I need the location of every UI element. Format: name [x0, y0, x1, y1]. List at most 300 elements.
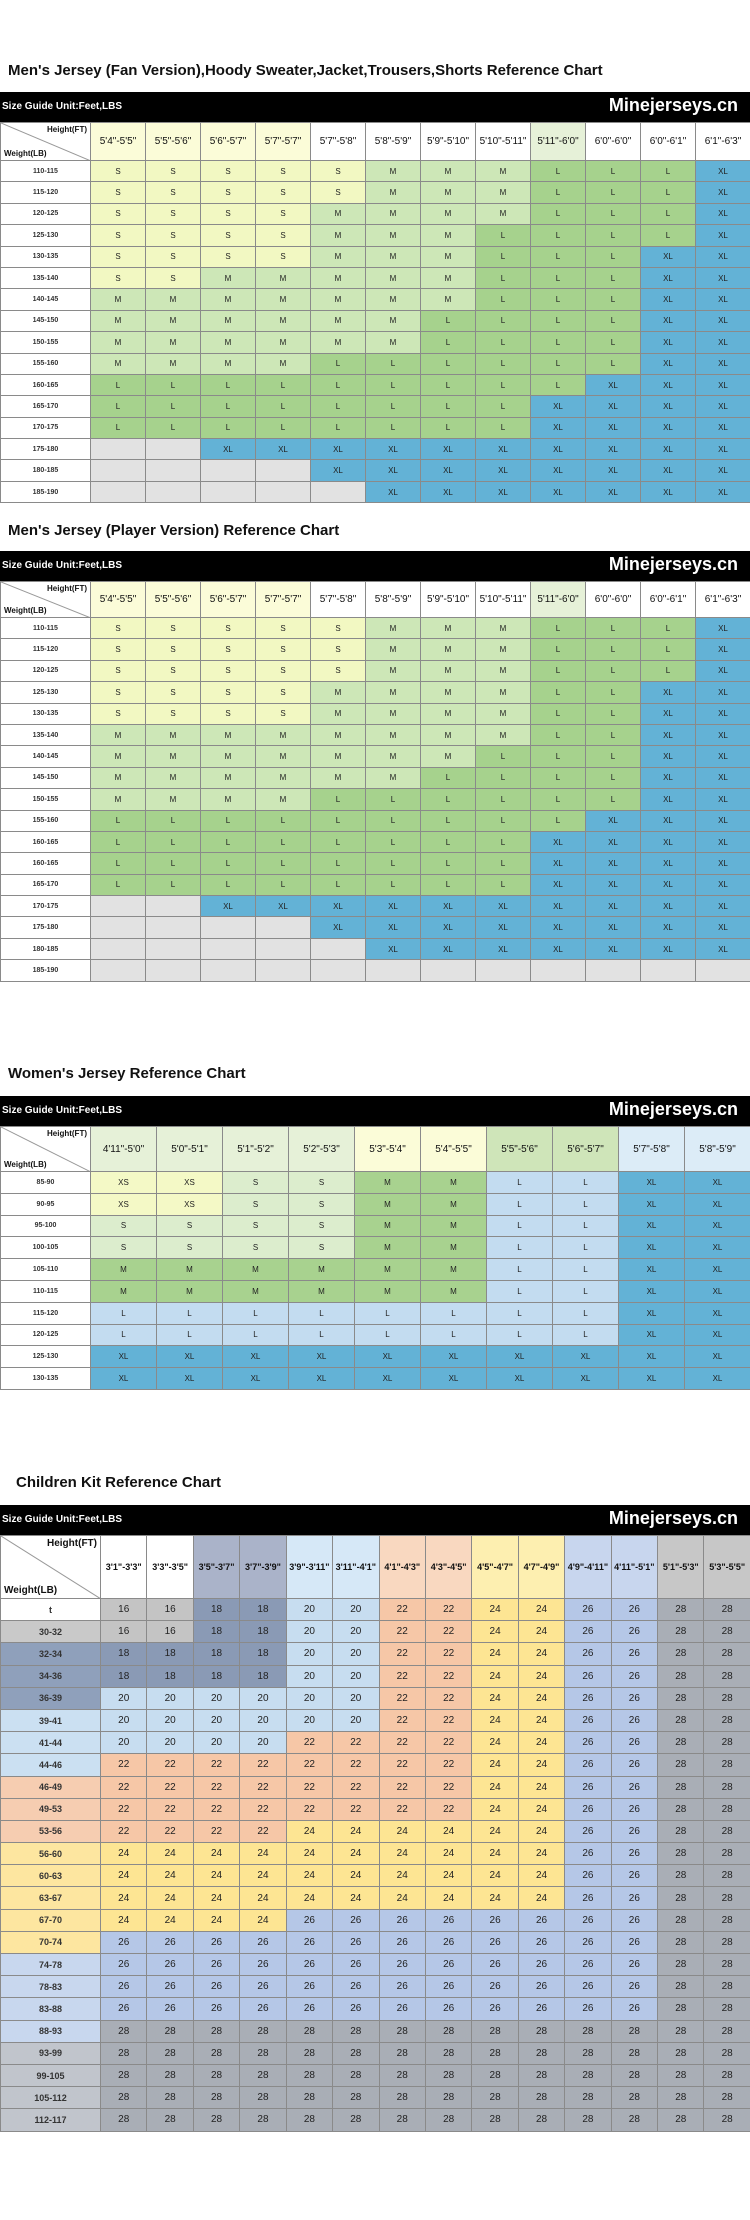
size-cell: L: [256, 810, 311, 831]
height-column-header: 5'8"-5'9": [366, 582, 421, 618]
size-cell: 24: [101, 1843, 147, 1865]
size-cell: 28: [286, 2042, 332, 2064]
size-cell: 24: [193, 1865, 239, 1887]
size-cell: 22: [425, 1687, 471, 1709]
size-cell: 28: [518, 2042, 564, 2064]
size-cell: 22: [101, 1798, 147, 1820]
size-row: [1, 417, 750, 438]
size-cell: L: [421, 810, 476, 831]
size-cell: S: [256, 182, 311, 203]
size-cell: 28: [658, 1976, 704, 1998]
size-cell: 22: [333, 1798, 379, 1820]
size-cell: L: [366, 789, 421, 810]
weight-row-label: 41-44: [1, 1732, 101, 1754]
size-row: [1, 746, 750, 767]
weight-row-label: 140-145: [1, 746, 91, 767]
size-cell: XL: [223, 1368, 289, 1390]
size-cell: L: [146, 831, 201, 852]
size-row: [1, 2020, 750, 2042]
size-cell: L: [531, 246, 586, 267]
size-cell: [311, 481, 366, 502]
size-cell: 28: [658, 1887, 704, 1909]
size-cell: L: [531, 767, 586, 788]
size-cell: [91, 439, 146, 460]
size-cell: 28: [704, 2064, 750, 2086]
size-guide-unit-label: Size Guide Unit:Feet,LBS: [2, 1105, 123, 1116]
size-cell: 26: [565, 1754, 611, 1776]
size-cell: L: [366, 853, 421, 874]
size-cell: 18: [193, 1621, 239, 1643]
size-cell: L: [531, 639, 586, 660]
size-cell: XL: [586, 917, 641, 938]
weight-row-label: 165-170: [1, 396, 91, 417]
height-column-header: 5'7"-5'7": [256, 582, 311, 618]
size-cell: M: [366, 203, 421, 224]
size-cell: S: [201, 618, 256, 639]
height-column-header: 5'2"-5'3": [289, 1127, 355, 1172]
size-cell: 28: [379, 2020, 425, 2042]
size-cell: L: [487, 1324, 553, 1346]
size-cell: 28: [658, 1643, 704, 1665]
size-cell: 18: [147, 1665, 193, 1687]
size-cell: 28: [658, 1732, 704, 1754]
size-cell: 26: [611, 1887, 657, 1909]
size-cell: 24: [472, 1865, 518, 1887]
size-cell: 20: [193, 1709, 239, 1731]
size-cell: 28: [704, 2042, 750, 2064]
brand-watermark: Minejerseys.cn: [608, 95, 738, 115]
height-column-header: 3'1"-3'3": [101, 1536, 147, 1599]
size-cell: 22: [425, 1599, 471, 1621]
size-cell: M: [421, 1172, 487, 1194]
height-column-header: 5'5"-5'6": [487, 1127, 553, 1172]
weight-row-label: 85-90: [1, 1172, 91, 1194]
size-cell: XL: [696, 703, 750, 724]
weight-row-label: 135-140: [1, 267, 91, 288]
size-cell: [146, 896, 201, 917]
size-row: [1, 2042, 750, 2064]
weight-row-label: 145-150: [1, 310, 91, 331]
size-cell: 26: [611, 1976, 657, 1998]
size-cell: 24: [472, 1843, 518, 1865]
size-cell: 24: [472, 1732, 518, 1754]
size-cell: L: [531, 182, 586, 203]
size-cell: L: [311, 353, 366, 374]
size-cell: XL: [696, 332, 750, 353]
size-cell: XL: [619, 1280, 685, 1302]
size-cell: M: [289, 1259, 355, 1281]
size-cell: XL: [641, 789, 696, 810]
size-cell: XL: [586, 417, 641, 438]
size-cell: 24: [425, 1820, 471, 1842]
size-cell: [201, 938, 256, 959]
size-cell: 22: [379, 1665, 425, 1687]
weight-row-label: 185-190: [1, 481, 91, 502]
size-cell: XL: [531, 853, 586, 874]
size-cell: 22: [425, 1732, 471, 1754]
size-row: [1, 1643, 750, 1665]
size-cell: 26: [611, 1843, 657, 1865]
size-cell: 26: [611, 1820, 657, 1842]
size-cell: XL: [531, 938, 586, 959]
size-cell: 18: [101, 1665, 147, 1687]
size-cell: 28: [472, 2020, 518, 2042]
size-row: [1, 460, 750, 481]
size-cell: 26: [147, 1931, 193, 1953]
size-cell: S: [91, 618, 146, 639]
size-cell: 24: [379, 1887, 425, 1909]
size-cell: L: [311, 789, 366, 810]
size-cell: L: [476, 767, 531, 788]
size-cell: L: [586, 182, 641, 203]
size-cell: 26: [518, 1976, 564, 1998]
size-cell: L: [586, 289, 641, 310]
size-cell: 28: [565, 2020, 611, 2042]
size-cell: 26: [611, 1798, 657, 1820]
size-cell: L: [91, 810, 146, 831]
weight-axis-label: Weight(LB): [4, 149, 47, 158]
size-cell: 26: [611, 1687, 657, 1709]
size-row: [1, 1237, 750, 1259]
size-cell: S: [91, 660, 146, 681]
size-cell: S: [146, 660, 201, 681]
size-cell: 22: [101, 1820, 147, 1842]
size-cell: XL: [201, 439, 256, 460]
size-cell: M: [146, 746, 201, 767]
size-cell: [531, 960, 586, 981]
size-cell: 24: [518, 1621, 564, 1643]
size-cell: 26: [611, 1643, 657, 1665]
size-cell: 26: [240, 1976, 286, 1998]
size-cell: L: [311, 853, 366, 874]
size-cell: 28: [704, 1754, 750, 1776]
women-chart-title: Women's Jersey Reference Chart: [8, 1065, 246, 1082]
player-size-chart: [0, 551, 750, 982]
size-cell: 20: [333, 1709, 379, 1731]
size-cell: XL: [311, 439, 366, 460]
size-cell: L: [553, 1237, 619, 1259]
size-cell: 28: [425, 2087, 471, 2109]
size-cell: 24: [518, 1665, 564, 1687]
size-cell: M: [91, 1280, 157, 1302]
size-cell: M: [421, 1280, 487, 1302]
size-cell: L: [487, 1193, 553, 1215]
size-cell: S: [91, 639, 146, 660]
size-cell: XL: [696, 682, 750, 703]
women-size-chart: [0, 1096, 750, 1390]
size-cell: XL: [421, 938, 476, 959]
weight-row-label: 39-41: [1, 1709, 101, 1731]
size-row: [1, 1976, 750, 1998]
size-cell: 16: [147, 1621, 193, 1643]
size-cell: 18: [240, 1621, 286, 1643]
size-cell: XL: [366, 460, 421, 481]
size-cell: XS: [157, 1193, 223, 1215]
size-cell: M: [366, 746, 421, 767]
size-cell: S: [91, 267, 146, 288]
size-cell: L: [641, 203, 696, 224]
size-cell: 24: [147, 1843, 193, 1865]
size-cell: L: [553, 1324, 619, 1346]
size-cell: 26: [518, 1954, 564, 1976]
player-table: [0, 581, 750, 982]
size-cell: M: [355, 1172, 421, 1194]
size-cell: 24: [472, 1798, 518, 1820]
size-cell: XL: [289, 1346, 355, 1368]
size-cell: S: [256, 203, 311, 224]
size-cell: L: [476, 225, 531, 246]
size-cell: 22: [333, 1732, 379, 1754]
weight-row-label: 130-135: [1, 1368, 91, 1390]
size-cell: 28: [565, 2042, 611, 2064]
size-cell: [146, 439, 201, 460]
size-cell: S: [223, 1237, 289, 1259]
size-cell: XL: [586, 874, 641, 895]
weight-row-label: 53-56: [1, 1820, 101, 1842]
weight-row-label: 74-78: [1, 1954, 101, 1976]
size-cell: S: [91, 682, 146, 703]
size-cell: 16: [101, 1599, 147, 1621]
size-cell: 28: [147, 2109, 193, 2131]
size-cell: 26: [101, 1954, 147, 1976]
size-cell: 28: [193, 2087, 239, 2109]
size-cell: 20: [333, 1665, 379, 1687]
size-cell: 28: [193, 2020, 239, 2042]
size-cell: L: [256, 374, 311, 395]
size-row: [1, 1776, 750, 1798]
size-cell: 18: [240, 1643, 286, 1665]
size-cell: 22: [425, 1665, 471, 1687]
size-cell: L: [146, 417, 201, 438]
size-cell: S: [223, 1193, 289, 1215]
size-cell: 28: [704, 2020, 750, 2042]
size-cell: L: [146, 853, 201, 874]
size-cell: L: [476, 267, 531, 288]
size-row: [1, 1665, 750, 1687]
size-cell: 24: [333, 1865, 379, 1887]
size-cell: 26: [611, 1909, 657, 1931]
size-cell: L: [641, 639, 696, 660]
size-cell: 24: [518, 1709, 564, 1731]
size-cell: M: [311, 225, 366, 246]
size-cell: L: [366, 831, 421, 852]
size-cell: M: [91, 1259, 157, 1281]
size-cell: XL: [641, 417, 696, 438]
weight-row-label: 155-160: [1, 353, 91, 374]
size-cell: XL: [421, 917, 476, 938]
size-cell: [256, 960, 311, 981]
size-cell: M: [311, 246, 366, 267]
size-cell: XL: [586, 938, 641, 959]
size-cell: 20: [333, 1687, 379, 1709]
size-row: [1, 1754, 750, 1776]
size-cell: 20: [333, 1599, 379, 1621]
size-cell: L: [531, 374, 586, 395]
size-cell: M: [366, 161, 421, 182]
size-cell: M: [146, 332, 201, 353]
size-cell: 18: [193, 1665, 239, 1687]
size-cell: XL: [696, 289, 750, 310]
height-column-header: 5'6"-5'7": [553, 1127, 619, 1172]
size-cell: L: [256, 831, 311, 852]
size-cell: XL: [696, 789, 750, 810]
size-cell: M: [421, 682, 476, 703]
size-cell: M: [421, 618, 476, 639]
kids-banner: [0, 1505, 750, 1535]
size-cell: M: [201, 332, 256, 353]
size-row: [1, 481, 750, 502]
size-cell: 28: [658, 1798, 704, 1820]
size-cell: 22: [425, 1798, 471, 1820]
size-cell: 28: [425, 2042, 471, 2064]
size-cell: 26: [193, 1954, 239, 1976]
height-column-header: 4'11"-5'1": [611, 1536, 657, 1599]
weight-row-label: 46-49: [1, 1776, 101, 1798]
size-cell: L: [586, 746, 641, 767]
size-cell: 28: [704, 1665, 750, 1687]
weight-row-label: 140-145: [1, 289, 91, 310]
size-cell: 26: [565, 1621, 611, 1643]
size-cell: L: [531, 618, 586, 639]
size-cell: 28: [101, 2109, 147, 2131]
size-cell: 24: [240, 1843, 286, 1865]
size-cell: S: [146, 225, 201, 246]
size-row: [1, 439, 750, 460]
size-cell: M: [256, 767, 311, 788]
size-cell: 28: [333, 2087, 379, 2109]
size-cell: 26: [565, 1776, 611, 1798]
size-cell: XL: [641, 746, 696, 767]
size-cell: L: [586, 353, 641, 374]
size-cell: 24: [472, 1621, 518, 1643]
size-cell: L: [641, 182, 696, 203]
size-cell: 26: [518, 1931, 564, 1953]
size-row: [1, 225, 750, 246]
size-cell: XL: [531, 439, 586, 460]
size-cell: L: [531, 810, 586, 831]
size-cell: M: [421, 1237, 487, 1259]
size-cell: L: [641, 161, 696, 182]
size-cell: XL: [366, 896, 421, 917]
height-column-header: 3'11"-4'1": [333, 1536, 379, 1599]
size-cell: 26: [193, 1931, 239, 1953]
height-column-header: 5'3"-5'5": [704, 1536, 750, 1599]
size-cell: L: [487, 1215, 553, 1237]
size-cell: 24: [518, 1865, 564, 1887]
size-cell: 20: [147, 1732, 193, 1754]
size-cell: L: [586, 767, 641, 788]
size-cell: L: [531, 682, 586, 703]
size-cell: 28: [193, 2064, 239, 2086]
height-column-header: 5'10"-5'11": [476, 582, 531, 618]
size-cell: XL: [256, 439, 311, 460]
size-cell: 26: [611, 1732, 657, 1754]
size-cell: 24: [518, 1776, 564, 1798]
size-cell: 26: [565, 1865, 611, 1887]
size-cell: [256, 481, 311, 502]
size-cell: L: [201, 853, 256, 874]
size-cell: XL: [531, 417, 586, 438]
size-cell: M: [476, 639, 531, 660]
size-cell: L: [91, 1302, 157, 1324]
size-cell: 26: [611, 1865, 657, 1887]
size-cell: XL: [685, 1193, 750, 1215]
size-cell: 26: [565, 1887, 611, 1909]
size-cell: XL: [366, 439, 421, 460]
size-row: [1, 874, 750, 895]
size-cell: L: [487, 1280, 553, 1302]
weight-axis-label: Weight(LB): [4, 606, 47, 615]
size-cell: 26: [611, 1599, 657, 1621]
size-cell: 26: [565, 1732, 611, 1754]
weight-row-label: 125-130: [1, 682, 91, 703]
size-cell: XL: [476, 481, 531, 502]
size-cell: 26: [333, 1909, 379, 1931]
size-cell: M: [91, 289, 146, 310]
height-column-header: 5'9"-5'10": [421, 123, 476, 161]
size-cell: [696, 960, 750, 981]
size-cell: M: [355, 1280, 421, 1302]
size-cell: L: [531, 332, 586, 353]
size-cell: L: [256, 874, 311, 895]
size-cell: 26: [333, 1931, 379, 1953]
size-cell: 28: [101, 2042, 147, 2064]
weight-row-label: 93-99: [1, 2042, 101, 2064]
size-cell: S: [256, 682, 311, 703]
size-cell: M: [366, 225, 421, 246]
size-cell: XL: [696, 246, 750, 267]
size-cell: 18: [147, 1643, 193, 1665]
size-cell: 20: [240, 1732, 286, 1754]
height-column-header: 3'7"-3'9": [240, 1536, 286, 1599]
size-cell: 26: [147, 1998, 193, 2020]
height-column-header: 5'4"-5'5": [91, 123, 146, 161]
size-cell: 24: [518, 1798, 564, 1820]
size-cell: [366, 960, 421, 981]
size-cell: XL: [91, 1346, 157, 1368]
size-cell: XL: [476, 896, 531, 917]
size-cell: M: [311, 203, 366, 224]
size-cell: L: [366, 874, 421, 895]
height-column-header: 6'0"-6'0": [586, 123, 641, 161]
size-cell: L: [531, 353, 586, 374]
size-cell: L: [476, 246, 531, 267]
size-cell: XL: [685, 1368, 750, 1390]
size-cell: 22: [240, 1754, 286, 1776]
size-cell: 26: [379, 1909, 425, 1931]
size-cell: 28: [658, 1820, 704, 1842]
size-cell: S: [311, 182, 366, 203]
size-cell: 28: [193, 2042, 239, 2064]
brand-watermark: Minejerseys.cn: [608, 1508, 738, 1528]
weight-row-label: 155-160: [1, 810, 91, 831]
size-cell: L: [91, 396, 146, 417]
size-cell: 28: [658, 2020, 704, 2042]
size-cell: 28: [658, 1754, 704, 1776]
size-cell: 28: [704, 1709, 750, 1731]
size-row: [1, 938, 750, 959]
size-cell: S: [201, 660, 256, 681]
size-cell: S: [146, 703, 201, 724]
size-cell: L: [476, 746, 531, 767]
size-cell: XL: [531, 831, 586, 852]
weight-row-label: 60-63: [1, 1865, 101, 1887]
height-column-header: 4'11"-5'0": [91, 1127, 157, 1172]
size-cell: M: [311, 746, 366, 767]
size-row: [1, 289, 750, 310]
size-cell: XL: [696, 917, 750, 938]
size-cell: S: [223, 1172, 289, 1194]
